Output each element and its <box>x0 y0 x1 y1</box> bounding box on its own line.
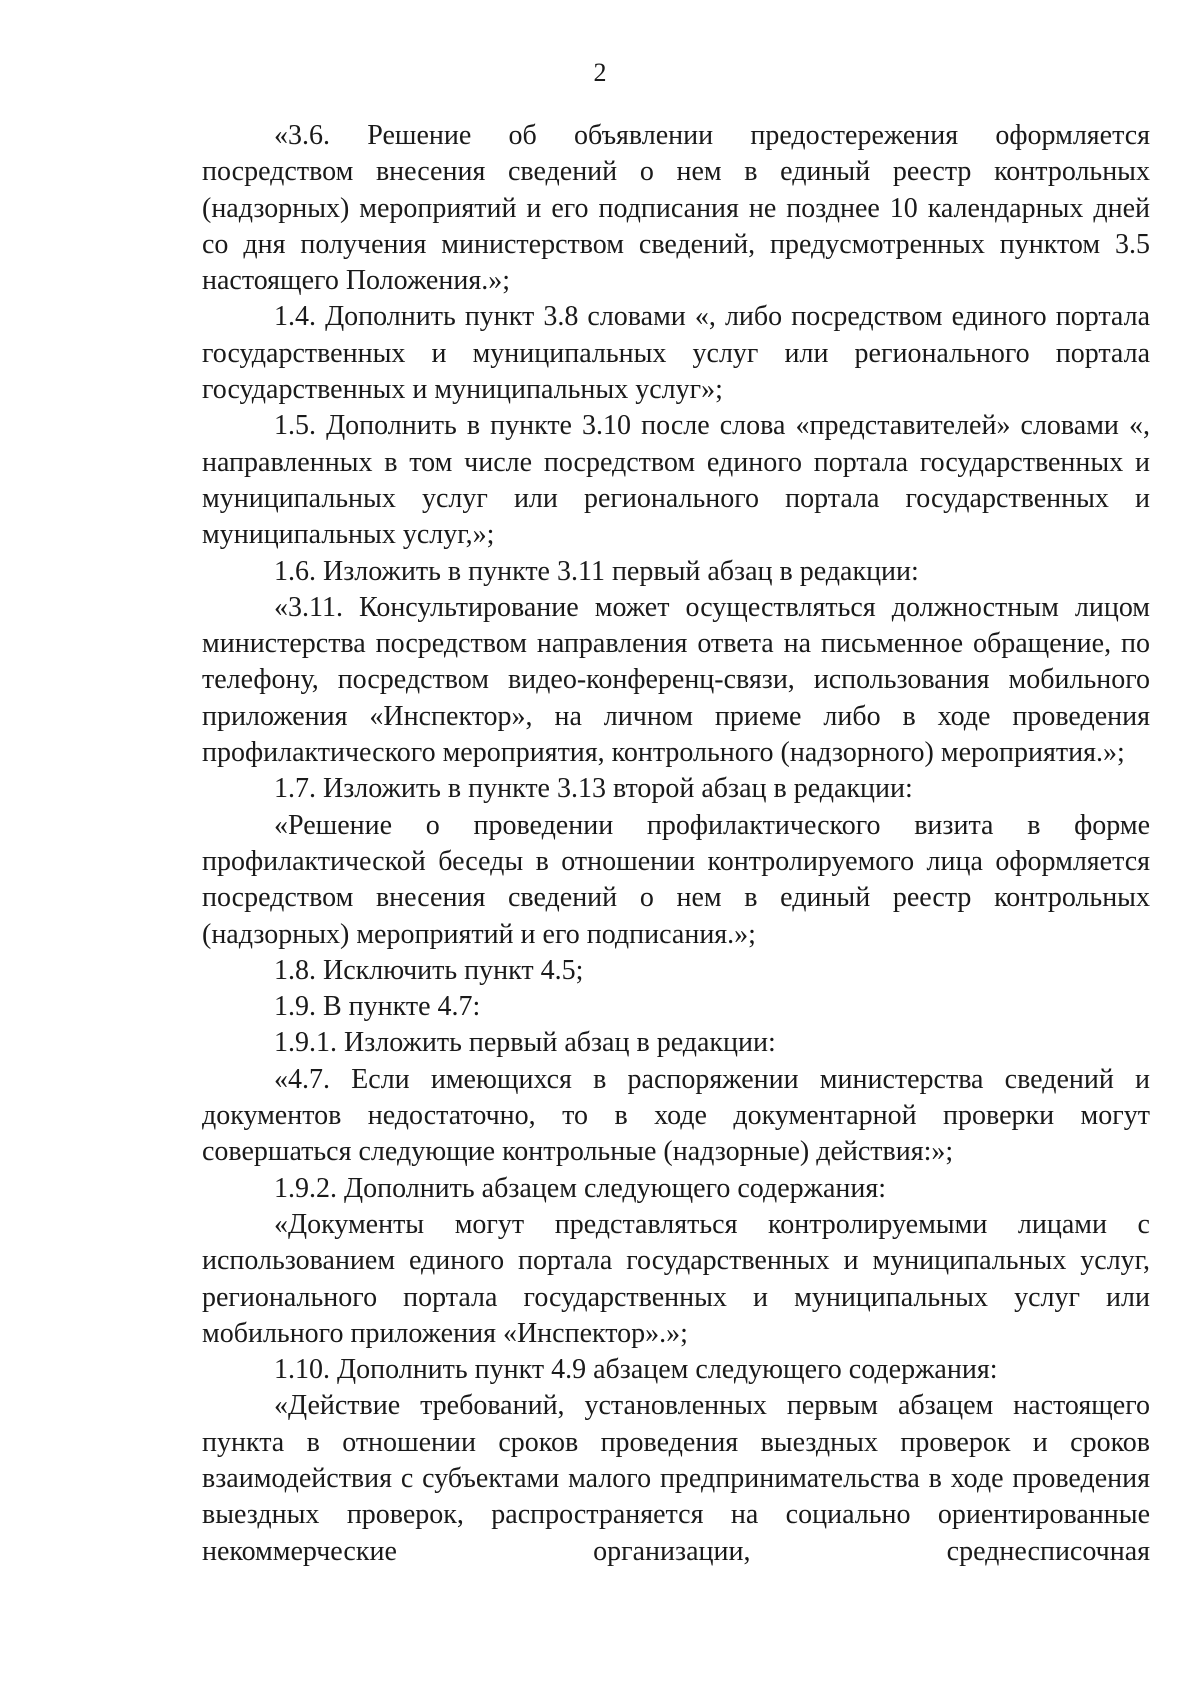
paragraph-4-7: «4.7. Если имеющихся в распоряжении министерства сведений и документов недостаточно, то в ходе документарной проверки могут совершаться следующие контрольные (надзорные) действия:»; <box>202 1063 1150 1168</box>
paragraph-1-9: 1.9. В пункте 4.7: <box>274 991 481 1023</box>
paragraph-1-5: 1.5. Дополнить в пункте 3.10 после слова «представителей» словами «, направленных в том числе посредством единого портала государственных и муниципальных услуг или регионального портала государственных и муниципальных услуг,»; <box>202 410 1150 551</box>
page-number: 2 <box>593 58 607 87</box>
paragraph-1-10: 1.10. Дополнить пункт 4.9 абзацем следующего содержания: <box>274 1354 998 1386</box>
paragraph-1-7: 1.7. Изложить в пункте 3.13 второй абзац в редакции: <box>274 773 913 805</box>
document-body <box>202 118 1150 1570</box>
paragraph-1-6: 1.6. Изложить в пункте 3.11 первый абзац в редакции: <box>274 555 919 587</box>
paragraph-3-6: «3.6. Решение об объявлении предостережения оформляется посредством внесения сведений о нем в единый реестр контрольных (надзорных) мероприятий и его подписания не позднее 10 календарных дней со дня получения министерством сведений, предусмотренных пунктом 3.5 настоящего Положения.»; <box>202 120 1150 297</box>
paragraph-3-11: «3.11. Консультирование может осуществляться должностным лицом министерства посредством направления ответа на письменное обращение, по телефону, посредством видео-конференц-связи, использования мобильного приложения «Инспектор», на личном приеме либо в ходе проведения профилактического мероприятия, контрольного (надзорного) мероприятия.»; <box>202 591 1150 769</box>
paragraph-1-8: 1.8. Исключить пункт 4.5; <box>274 954 584 986</box>
paragraph-requirements: «Действие требований, установленных первым абзацем настоящего пункта в отношении сроков проведения выездных проверок и сроков взаимодействия с субъектами малого предпринимательства в ходе проведения выездных проверок, распространяется на социально ориентированные некоммерческие организации, среднесписочная <box>202 1390 1150 1567</box>
paragraph-1-9-2: 1.9.2. Дополнить абзацем следующего содержания: <box>274 1172 887 1204</box>
paragraph-decision-visit: «Решение о проведении профилактического визита в форме профилактической беседы в отношении контролируемого лица оформляется посредством внесения сведений о нем в единый реестр контрольных (надзорных) мероприятий и его подписания.»; <box>202 809 1150 950</box>
paragraph-1-9-1: 1.9.1. Изложить первый абзац в редакции: <box>274 1027 776 1059</box>
paragraph-documents: «Документы могут представляться контролируемыми лицами с использованием единого портала государственных и муниципальных услуг, регионального портала государственных и муниципальных услуг или мобильного приложения «Инспектор».»; <box>202 1208 1150 1349</box>
paragraph-1-4: 1.4. Дополнить пункт 3.8 словами «, либо посредством единого портала государственных и муниципальных услуг или регионального портала государственных и муниципальных услуг»; <box>202 301 1150 406</box>
